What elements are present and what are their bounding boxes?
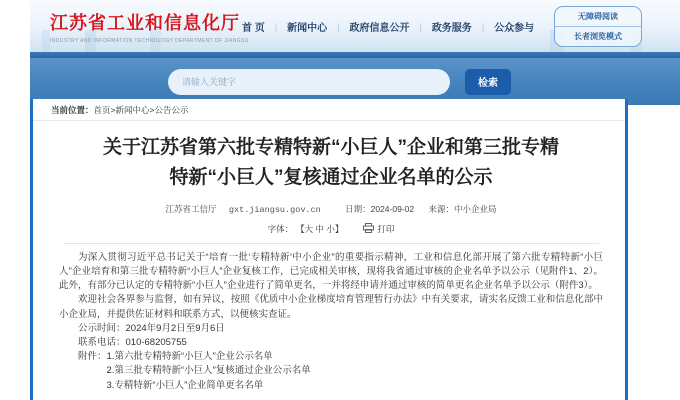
paragraph-1: 为深入贯彻习近平总书记关于“培育一批‘专精特新’中小企业”的重要指示精神，工业和信息化部开展了第六批专精特新“小巨人”企业培育和第三批专精特新“小巨人”企业复核工作，已完成相关审核，现将我省通过审核的企业名单予以公示（见附件1、2）。此外，有部分已认定的专精特新“小巨人”企业进行了简单更名，一并将经申请并通过审核的简单更名企业名单予以公示（附件3）。 xyxy=(59,251,603,292)
article-title: 关于江苏省第六批专精特新“小巨人”企业和第三批专精特新“小巨人”复核通过企业名单的公示 xyxy=(102,137,559,189)
attachments-label: 附件： xyxy=(78,351,107,363)
nav-item-home[interactable]: 首 页 xyxy=(242,23,265,34)
meta-divider xyxy=(63,243,599,244)
nav-item-news[interactable]: 新闻中心 xyxy=(287,23,328,34)
content-column xyxy=(30,99,628,400)
article-meta xyxy=(59,203,603,215)
publicity-time: 公示时间：2024年9月2日至9月6日 xyxy=(78,322,225,334)
attachment-link-2[interactable]: 2.第三批专精特新“小巨人”复核通过企业公示名单 xyxy=(106,365,311,377)
attachment-line-1 xyxy=(59,350,603,364)
accessibility-box xyxy=(554,6,642,47)
site-shell xyxy=(30,0,680,105)
breadcrumb-path[interactable]: 首页>新闻中心>公告公示 xyxy=(93,105,189,115)
site-title: 江苏省工业和信息化厅 xyxy=(50,13,240,33)
breadcrumb-label: 当前位置： xyxy=(51,105,94,115)
nav-item-participation[interactable]: 公众参与 xyxy=(494,23,535,34)
site-subtitle: INDUSTRY AND INFORMATION TECHNOLOGY DEPARTMENT OF JIANGSU xyxy=(50,38,249,44)
search-banner xyxy=(30,58,680,105)
search-input[interactable] xyxy=(168,69,450,95)
elder-mode-button[interactable]: 长者浏览模式 xyxy=(555,26,641,46)
meta-date: 日期：2024-09-02 xyxy=(345,203,415,214)
font-tools xyxy=(59,223,603,235)
font-label: 字体： xyxy=(267,223,294,234)
font-size-switcher[interactable]: 【大 中 小】 xyxy=(296,223,344,234)
nav-item-gov-info[interactable]: 政府信息公开 xyxy=(349,23,410,34)
main-nav xyxy=(242,19,534,34)
nav-separator: | xyxy=(274,21,278,32)
site-logo[interactable] xyxy=(50,9,249,44)
nav-item-services[interactable]: 政务服务 xyxy=(431,23,472,34)
breadcrumb xyxy=(33,99,625,121)
meta-site-url: gxt.jiangsu.gov.cn xyxy=(228,204,321,215)
meta-department: 江苏省工信厅 xyxy=(165,203,217,214)
contact-phone: 联系电话：010-68205755 xyxy=(78,337,187,348)
attachment-link-1[interactable]: 1.第六批专精特新“小巨人”企业公示名单 xyxy=(106,351,273,363)
print-icon xyxy=(363,223,374,235)
attachment-link-3[interactable]: 3.专精特新“小巨人”企业简单更名名单 xyxy=(106,379,264,391)
site-header xyxy=(30,0,680,52)
nav-separator: | xyxy=(481,21,485,32)
nav-separator: | xyxy=(337,21,340,32)
article-body xyxy=(59,251,603,393)
search-button[interactable]: 检索 xyxy=(465,69,511,95)
meta-source: 来源：中小企业局 xyxy=(428,203,497,214)
paragraph-2: 欢迎社会各界参与监督，如有异议，按照《优质中小企业梯度培育管理暂行办法》中有关要求，请实名反馈工业和信息化部中小企业局，并提供佐证材料和联系方式，以便核实查证。 xyxy=(59,294,603,320)
article xyxy=(33,133,625,393)
accessible-reading-button[interactable]: 无障碍阅读 xyxy=(578,12,618,21)
nav-separator: | xyxy=(419,21,422,32)
print-button[interactable]: 打印 xyxy=(377,223,395,234)
